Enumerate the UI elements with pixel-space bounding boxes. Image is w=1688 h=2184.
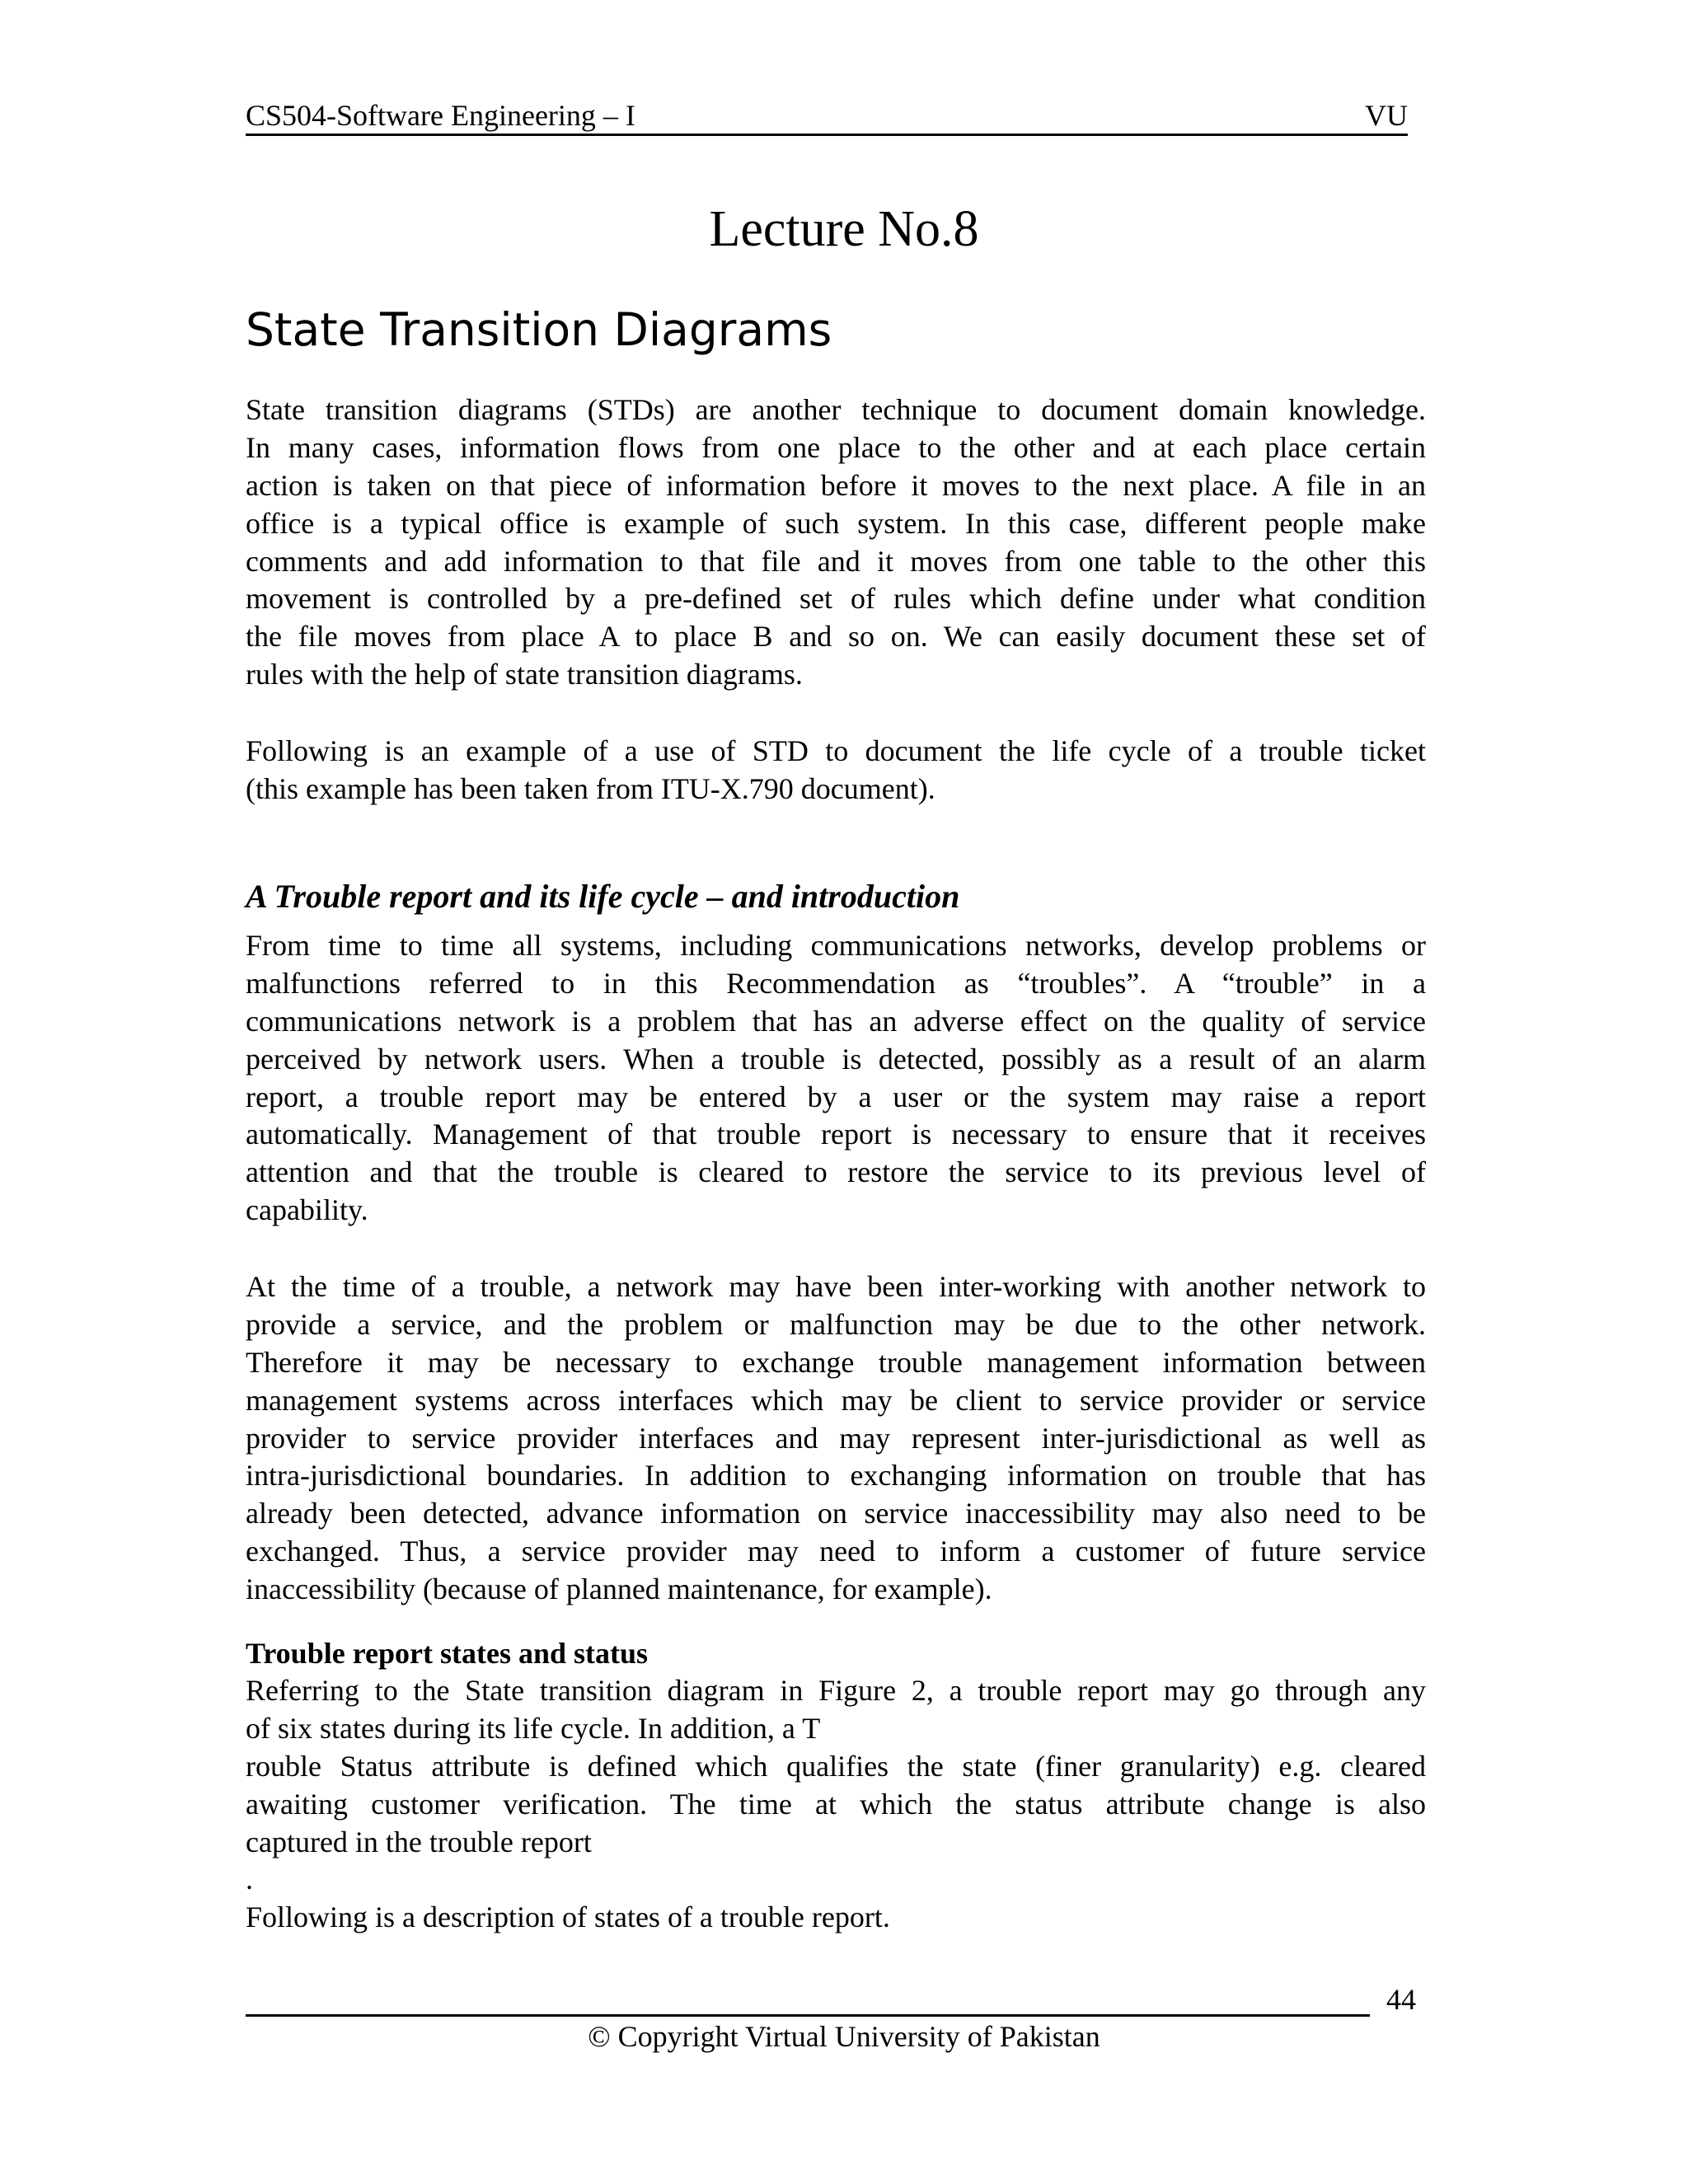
text-line: management systems across interfaces which may be client to service provider or service: [246, 1383, 1426, 1417]
text-line: provider to service provider interfaces and may represent inter-jurisdictional as well as: [246, 1421, 1426, 1455]
text-line: comments and add information to that file and it moves from one table to the other this: [246, 544, 1426, 578]
page-header: [246, 97, 1408, 136]
text-line: (this example has been taken from ITU-X.790 document).: [246, 771, 935, 805]
interworking-paragraph: [246, 1268, 1426, 1609]
text-line: From time to time all systems, including communications networks, develop problems or: [246, 929, 1426, 962]
text-line: In many cases, information flows from one place to the other and at each place certain: [246, 430, 1426, 464]
text-line: Therefore it may be necessary to exchange trouble management information between: [246, 1345, 1426, 1379]
text-line: action is taken on that piece of information before it moves to the next place. A file in an: [246, 468, 1426, 502]
text-line: rouble Status attribute is defined which qualifies the state (finer granularity) e.g. cleared: [246, 1749, 1426, 1783]
text-line: Following is a description of states of a trouble report.: [246, 1900, 890, 1934]
section-title: State Transition Diagrams: [246, 303, 832, 356]
text-line: attention and that the trouble is cleared to restore the service to its previous level of: [246, 1155, 1426, 1189]
text-line: captured in the trouble report: [246, 1825, 592, 1858]
text-line: provide a service, and the problem or malfunction may be due to the other network.: [246, 1307, 1426, 1341]
text-line: intra-jurisdictional boundaries. In addition to exchanging information on trouble that has: [246, 1459, 1426, 1493]
text-line: already been detected, advance information on service inaccessibility may also need to be: [246, 1497, 1426, 1530]
text-line: movement is controlled by a pre-defined set of rules which define under what condition: [246, 582, 1426, 616]
states-heading: Trouble report states and status: [246, 1637, 649, 1670]
page-number: 44: [1386, 1983, 1416, 2016]
text-line: awaiting customer verification. The time at which the status attribute change is also: [246, 1787, 1426, 1821]
text-line: communications network is a problem that has an adverse effect on the quality of service: [246, 1004, 1426, 1038]
footer-divider: [246, 2014, 1370, 2017]
text-line: capability.: [246, 1193, 368, 1227]
intro-paragraph: [246, 391, 1426, 694]
text-line: exchanged. Thus, a service provider may need to inform a customer of future service: [246, 1535, 1426, 1568]
text-line: Referring to the State transition diagram in Figure 2, a trouble report may go through any: [246, 1674, 1426, 1707]
text-line: report, a trouble report may be entered by a user or the system may raise a report: [246, 1080, 1426, 1113]
trouble-paragraph: [246, 927, 1426, 1230]
copyright-notice: © Copyright Virtual University of Pakistan: [588, 2020, 1100, 2053]
lecture-title: Lecture No.8: [709, 201, 979, 257]
text-line: State transition diagrams (STDs) are another technique to document domain knowledge.: [246, 393, 1426, 426]
text-line: automatically. Management of that trouble report is necessary to ensure that it receives: [246, 1118, 1426, 1151]
course-title: CS504-Software Engineering – I: [246, 99, 635, 132]
text-line: inaccessibility (because of planned maintenance, for example).: [246, 1572, 992, 1606]
text-line: perceived by network users. When a trouble is detected, possibly as a result of an alarm: [246, 1042, 1426, 1076]
text-line: malfunctions referred to in this Recommendation as “troubles”. A “trouble” in a: [246, 966, 1426, 1000]
example-paragraph: [246, 733, 1426, 808]
text-line: At the time of a trouble, a network may have been inter-working with another network to: [246, 1270, 1426, 1303]
subheading: A Trouble report and its life cycle – and introduction: [246, 878, 960, 915]
text-line: rules with the help of state transition diagrams.: [246, 658, 803, 691]
institution-abbr: VU: [1365, 99, 1408, 132]
text-line: .: [246, 1863, 253, 1896]
text-line: the file moves from place A to place B and so on. We can easily document these set of: [246, 620, 1426, 654]
text-line: of six states during its life cycle. In addition, a T: [246, 1711, 821, 1745]
text-line: Following is an example of a use of STD to document the life cycle of a trouble ticket: [246, 734, 1426, 767]
text-line: office is a typical office is example of such system. In this case, different people make: [246, 506, 1426, 540]
states-paragraph: [246, 1672, 1426, 1937]
